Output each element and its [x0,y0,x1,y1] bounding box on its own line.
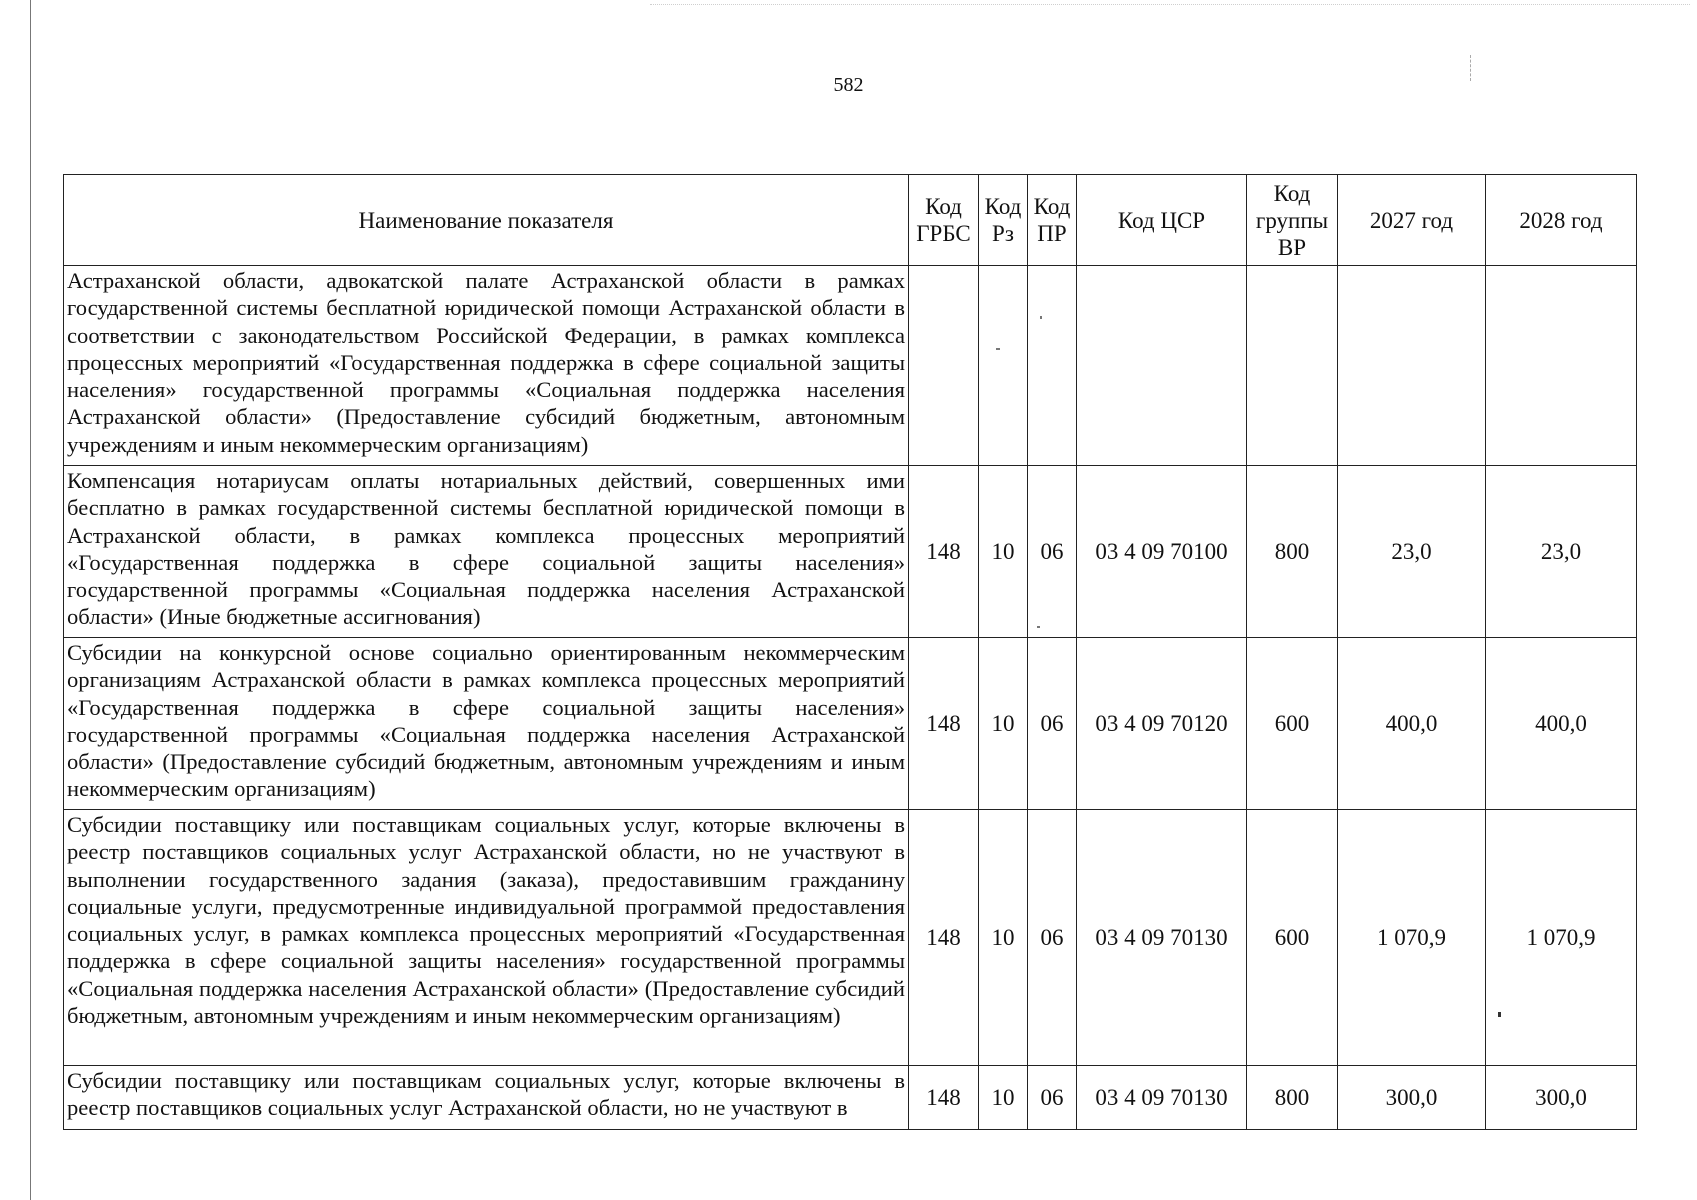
table-row [64,1066,1637,1130]
scan-speck [1037,626,1040,628]
budget-table [63,174,1637,1130]
row-csr [1077,266,1247,466]
header-rz: Код Рз [979,175,1028,266]
row-grbs [909,266,979,466]
row-csr: 03 4 09 70120 [1077,638,1247,810]
row-rz: 10 [979,638,1028,810]
table-row [64,638,1637,810]
row-pr [1028,266,1077,466]
table-header-row [64,175,1637,266]
row-year-2 [1486,266,1637,466]
header-pr: Код ПР [1028,175,1077,266]
table-row [64,810,1637,1066]
row-name: Компенсация нотариусам оплаты нотариальных действий, совершенных ими бесплатно в рамках государственной системы бесплатной юридической помощи в Астраханской области, в рамках комплекса процессных мероприятий «Государственная поддержка в сфере социальной защиты населения» государственной программы «Социальная поддержка населения Астраханской области» (Иные бюджетные ассигнования) [64,466,909,638]
row-year-1: 300,0 [1338,1066,1486,1130]
row-rz: 10 [979,1066,1028,1130]
row-csr: 03 4 09 70130 [1077,810,1247,1066]
row-vr: 800 [1247,466,1338,638]
row-year-2: 300,0 [1486,1066,1637,1130]
row-name: Субсидии поставщику или поставщикам социальных услуг, которые включены в реестр поставщиков социальных услуг Астраханской области, но не участвуют в [64,1066,909,1130]
row-name: Субсидии на конкурсной основе социально ориентированным некоммерческим организациям Астраханской области в рамках комплекса процессных мероприятий «Государственная поддержка в сфере социальной защиты населения» государственной программы «Социальная поддержка населения Астраханской области» (Предоставление субсидий бюджетным, автономным учреждениям и иным некоммерческим организациям) [64,638,909,810]
page-number: 582 [833,74,864,96]
row-pr: 06 [1028,466,1077,638]
row-grbs: 148 [909,638,979,810]
table-row [64,466,1637,638]
row-name: Субсидии поставщику или поставщикам социальных услуг, которые включены в реестр поставщиков социальных услуг Астраханской области, но не участвуют в выполнении государственного задания (заказа), предоставившим гражданину социальные услуги, предусмотренные индивидуальной программой предоставления социальных услуг, в рамках комплекса процессных мероприятий «Государственная поддержка в сфере социальной защиты населения» государственной программы «Социальная поддержка населения Астраханской области» (Предоставление субсидий бюджетным, автономным учреждениям и иным некоммерческим организациям) [64,810,909,1066]
header-grbs: Код ГРБС [909,175,979,266]
scan-speck [996,348,1000,350]
row-vr: 600 [1247,810,1338,1066]
row-rz [979,266,1028,466]
row-vr [1247,266,1338,466]
header-year-2: 2028 год [1486,175,1637,266]
scan-top-edge [650,4,1690,5]
row-year-2: 1 070,9 [1486,810,1637,1066]
row-vr: 800 [1247,1066,1338,1130]
row-grbs: 148 [909,1066,979,1130]
row-rz: 10 [979,810,1028,1066]
row-year-1: 400,0 [1338,638,1486,810]
header-csr: Код ЦСР [1077,175,1247,266]
scan-speck [1040,316,1042,319]
row-year-1: 23,0 [1338,466,1486,638]
row-pr: 06 [1028,810,1077,1066]
header-name: Наименование показателя [64,175,909,266]
row-year-1 [1338,266,1486,466]
header-vr: Код группы ВР [1247,175,1338,266]
row-pr: 06 [1028,1066,1077,1130]
row-csr: 03 4 09 70100 [1077,466,1247,638]
row-grbs: 148 [909,466,979,638]
row-year-2: 23,0 [1486,466,1637,638]
row-vr: 600 [1247,638,1338,810]
row-name: Астраханской области, адвокатской палате Астраханской области в рамках государственной системы бесплатной юридической помощи Астраханской области в соответствии с законодательством Российской Федерации, в рамках комплекса процессных мероприятий «Государственная поддержка в сфере социальной защиты населения» государственной программы «Социальная поддержка населения Астраханской области» (Предоставление субсидий бюджетным, автономным учреждениям и иным некоммерческим организациям) [64,266,909,466]
row-pr: 06 [1028,638,1077,810]
row-year-1: 1 070,9 [1338,810,1486,1066]
header-year-1: 2027 год [1338,175,1486,266]
row-grbs: 148 [909,810,979,1066]
scan-margin-line [30,0,31,1200]
row-rz: 10 [979,466,1028,638]
table-row [64,266,1637,466]
row-csr: 03 4 09 70130 [1077,1066,1247,1130]
scan-speck [1498,1012,1501,1017]
row-year-2: 400,0 [1486,638,1637,810]
